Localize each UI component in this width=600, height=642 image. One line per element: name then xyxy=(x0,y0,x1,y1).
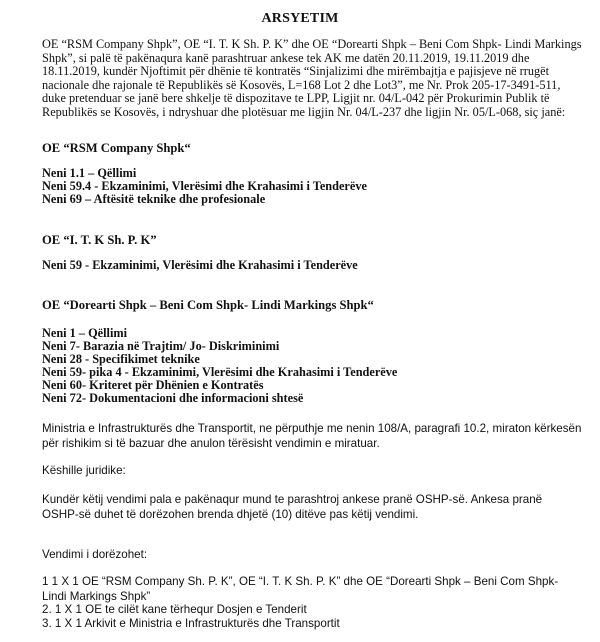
section3-item-5: Neni 60- Kriteret për Dhënien e Kontratës xyxy=(42,378,264,392)
delivered-item-3: 3. 1 X 1 Arkivit e Ministria e Infrastrukturës dhe Transportit xyxy=(42,617,340,630)
section1-item-1: Neni 1.1 – Qëllimi xyxy=(42,166,137,180)
section3-item-2: Neni 7- Barazia në Trajtim/ Jo- Diskriminimi xyxy=(42,339,280,353)
section3-item-6: Neni 72- Dokumentacioni dhe informacioni shtesë xyxy=(42,391,304,405)
section3-item-1: Neni 1 – Qëllimi xyxy=(42,326,128,340)
document-title: ARSYETIM xyxy=(261,11,339,26)
section1-item-2: Neni 59.4 - Ekzaminimi, Vlerësimi dhe Krahasimi i Tenderëve xyxy=(42,179,367,193)
delivered-item-2: 2. 1 X 1 OE te cilët kane tërhequr Dosjen e Tenderit xyxy=(42,603,307,616)
section3-item-4: Neni 59- pika 4 - Ekzaminimi, Vlerësimi dhe Krahasimi i Tenderëve xyxy=(42,365,398,379)
legal-advice-paragraph: Kundër këtij vendimi pala e pakënaqur mund te parashtroj ankese pranë OSHP-së. Ankesa pranë OSHP-së duhet të dorëzohen brenda dhjetë (10) ditëve pas këtij vendimi. xyxy=(42,493,543,521)
section3-item-3: Neni 28 - Specifikimet teknike xyxy=(42,352,200,366)
section1-item-3: Neni 69 – Aftësitë teknike dhe profesionale xyxy=(42,192,266,206)
section2-heading: OE “I. T. K Sh. P. K” xyxy=(42,233,157,247)
delivered-label: Vendimi i dorëzohet: xyxy=(42,548,148,561)
section2-item-1: Neni 59 - Ekzaminimi, Vlerësimi dhe Krahasimi i Tenderëve xyxy=(42,258,358,272)
delivered-item-1: 1 1 X 1 OE “RSM Company Sh. P. K”, OE “I. T. K Sh. P. K” dhe OE “Dorearti Shpk – Beni Com Shpk-Lindi Markings Shpk” xyxy=(42,575,559,603)
decision-paragraph: Ministria e Infrastrukturës dhe Transportit, ne përputhje me nenin 108/A, paragrafi 10.2, miraton kërkesën për rishikim si të bazuar dhe anulon tërësisht vendimin e miratuar. xyxy=(42,422,582,450)
section1-heading: OE “RSM Company Shpk“ xyxy=(42,141,191,155)
intro-paragraph: OE “RSM Company Shpk”, OE “I. T. K Sh. P. K” dhe OE “Dorearti Shpk – Beni Com Shpk- Lindi Markings Shpk”, si palë të pakënaqura kanë parashtruar ankese tek AK me datën 20.11.2019, 19.11.2019 dhe 18.11.2019, kundër Njoftimit për dhënie të kontratës “Sinjalizimi dhe mirëmbajtja e pajisjeve në rrugët nacionale dhe rajonale të Republikës së Kosovës, L=168 Lot 2 dhe Lot3”, me Nr. Prok 205-17-3491-511, duke pretenduar se janë bere shkelje të dispozitave te LPP, Ligjit nr. 04/L-042 për Prokurimin Publik të Republikës se Kosovës, i ndryshuar dhe plotësuar me ligjin Nr. 04/L-237 dhe ligjin Nr. 05/L-068, siç janë: xyxy=(42,37,582,119)
legal-advice-label: Këshille juridike: xyxy=(42,464,126,477)
section3-heading: OE “Dorearti Shpk – Beni Com Shpk- Lindi Markings Shpk“ xyxy=(42,298,374,312)
